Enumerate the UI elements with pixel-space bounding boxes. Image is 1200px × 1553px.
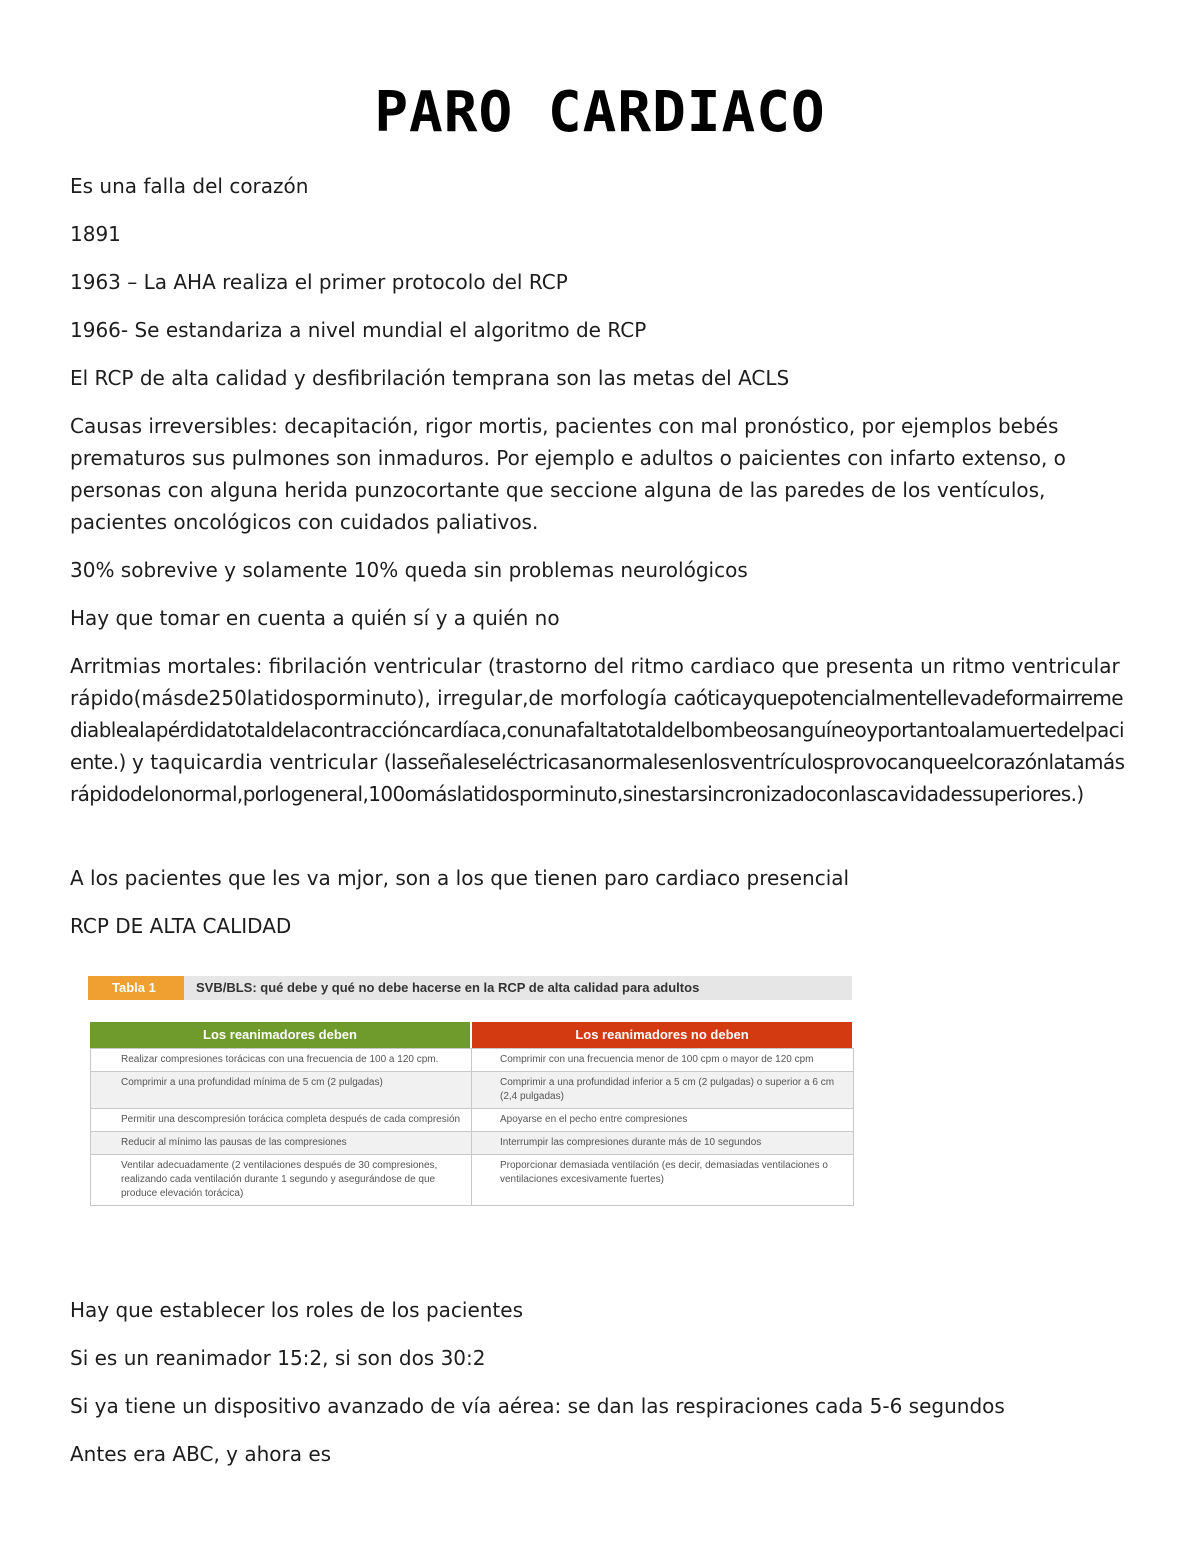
table-row [91, 1108, 853, 1131]
paragraph-definition: Es una falla del corazón [70, 174, 309, 198]
arrhythmia-vt: y taquicardia ventricular [125, 750, 384, 774]
table-header-bar [88, 976, 852, 1000]
table-cell-should-not: Proporcionar demasiada ventilación (es decir, demasiadas ventilaciones o ventilaciones excesivamente fuertes) [471, 1155, 851, 1205]
column-header-should-not: Los reanimadores no deben [472, 1022, 852, 1048]
paragraph-best-outcome: A los pacientes que les va mjor, son a los que tienen paro cardiaco presencial [70, 866, 850, 890]
table-row [91, 1071, 853, 1108]
table-cell-should: Permitir una descompresión torácica completa después de cada compresión [121, 1114, 461, 1125]
paragraph-1963: 1963 – La AHA realiza el primer protocolo del RCP [70, 270, 568, 294]
table-cell-should-not: Comprimir a una profundidad inferior a 5 cm (2 pulgadas) o superior a 6 cm (2,4 pulgadas) [471, 1072, 851, 1108]
table-cell-should-not: Apoyarse en el pecho entre compresiones [471, 1109, 851, 1131]
table-cell-should: Comprimir a una profundidad mínima de 5 cm (2 pulgadas) [121, 1077, 383, 1088]
table-row [91, 1131, 853, 1154]
arrhythmia-vt-detail: (lasseñaleseléctricasanormalesenlosventrículosprovocanqueelcorazónlatamásrápidodelonormal,porlogeneral,100omáslatidosporminuto,sinestarsincronizadoconlascavidadessuperiores.) [70, 750, 1125, 806]
table-cell-should-not: Interrumpir las compresiones durante más de 10 segundos [471, 1132, 851, 1154]
column-header-should: Los reanimadores deben [90, 1022, 470, 1048]
table-cell-should: Ventilar adecuadamente (2 ventilaciones después de 30 compresiones, realizando cada ventilación durante 1 segundo y asegurándose de que produce elevación torácica) [121, 1160, 438, 1199]
page-title: PARO CARDIACO [374, 80, 826, 145]
paragraph-1966: 1966- Se estandariza a nivel mundial el algoritmo de RCP [70, 318, 647, 342]
paragraph-consider: Hay que tomar en cuenta a quién sí y a quién no [70, 606, 560, 630]
arrhythmia-intro: Arritmias mortales: fibrilación ventricular (trastorno del ritmo cardiaco que presenta un ritmo ventricular rápido(másde250latidosporminuto), irregular,de morfología [70, 654, 1120, 710]
paragraph-1891: 1891 [70, 222, 121, 246]
table-cell-should-not: Comprimir con una frecuencia menor de 100 cpm o mayor de 120 cpm [471, 1049, 851, 1071]
paragraph-acls-goals: El RCP de alta calidad y desfibrilación temprana son las metas del ACLS [70, 366, 790, 390]
paragraph-irreversible-causes: Causas irreversibles: decapitación, rigor mortis, pacientes con mal pronóstico, por ejemplos bebés prematuros sus pulmones son inmaduros. Por ejemplo e adultos o paicientes con infarto extenso, o personas con alguna herida punzocortante que seccione alguna de las paredes de los ventículos, pacientes oncológicos con cuidados paliativos. [70, 414, 1066, 534]
paragraph-roles: Hay que establecer los roles de los pacientes [70, 1298, 523, 1322]
paragraph-abc: Antes era ABC, y ahora es [70, 1442, 332, 1466]
paragraph-advanced-airway: Si ya tiene un dispositivo avanzado de vía aérea: se dan las respiraciones cada 5-6 segundos [70, 1394, 1005, 1418]
table-cell-should: Realizar compresiones torácicas con una frecuencia de 100 a 120 cpm. [121, 1054, 439, 1065]
table-row [91, 1048, 853, 1071]
table-title: SVB/BLS: qué debe y qué no debe hacerse en la RCP de alta calidad para adultos [196, 980, 700, 995]
table-number-tag: Tabla 1 [88, 976, 184, 1000]
bls-table-image [88, 976, 852, 1258]
arrhythmia-vf-detail: caóticayquepotencialmentellevadeformairremediablealapérdidatotaldelacontraccióncardíaca,conunafaltatotaldelbombeosanguíneoyportantoalamuertedelpaciente.) [70, 686, 1124, 774]
paragraph-arrhythmias [70, 650, 1130, 810]
table-row [91, 1154, 853, 1205]
table-cell-should: Reducir al mínimo las pausas de las compresiones [121, 1137, 347, 1148]
paragraph-survival: 30% sobrevive y solamente 10% queda sin problemas neurológicos [70, 558, 748, 582]
paragraph-ratios: Si es un reanimador 15:2, si son dos 30:2 [70, 1346, 486, 1370]
section-heading-rcp: RCP DE ALTA CALIDAD [70, 914, 292, 938]
table-body [90, 1048, 854, 1206]
